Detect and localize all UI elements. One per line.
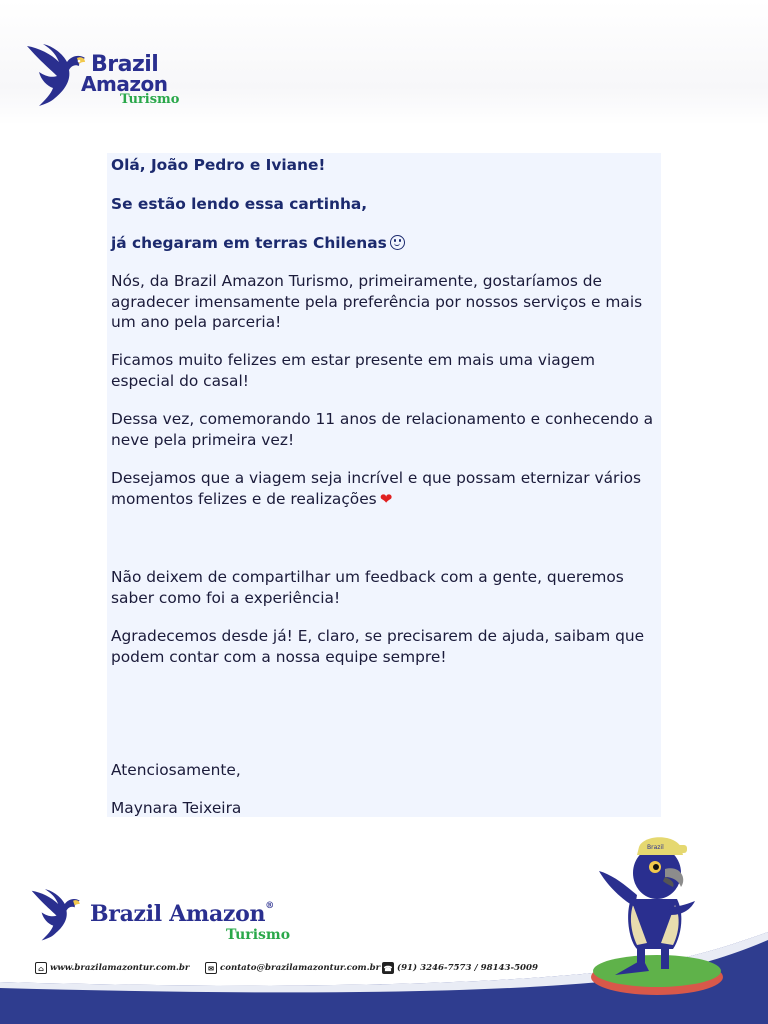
footer-brand-name: [90, 901, 274, 927]
letter-paragraph-4-text: Desejamos que a viagem seja incrível e que possam eternizar vários momentos felizes e de realizações: [111, 469, 642, 508]
letter-paragraph-2: Ficamos muito felizes em estar presente em mais uma viagem especial do casal!: [111, 351, 595, 390]
footer-brand-text: Brazil Amazon: [90, 901, 266, 927]
footer-logo: [30, 885, 330, 945]
email-text: contato@brazilamazontur.com.br: [220, 963, 381, 973]
letter-signature: Maynara Teixeira: [111, 799, 242, 817]
letter-paragraph-1: Nós, da Brazil Amazon Turismo, primeiramente, gostaríamos de agradecer imensamente pela preferência por nossos serviços e mais um ano pela parceria!: [111, 272, 643, 332]
registered-mark: ®: [265, 901, 274, 911]
mascot-cap-text: Brazil: [647, 844, 664, 851]
brand-name-line2: Amazon: [81, 72, 168, 96]
letter-closing: Atenciosamente,: [111, 761, 241, 779]
letter-paragraph-5: Não deixem de compartilhar um feedback com a gente, queremos saber como foi a experiência!: [111, 568, 624, 607]
contact-phone[interactable]: [382, 962, 538, 974]
phone-icon: ☎: [383, 963, 393, 973]
letter-body: [107, 153, 661, 817]
website-text: www.brazilamazontur.com.br: [50, 963, 190, 973]
mail-icon: ✉: [205, 962, 217, 974]
phone-text: (91) 3246-7573 / 98143-5009: [397, 963, 538, 973]
smiley-icon: [390, 235, 405, 250]
letter-line-3: [111, 233, 659, 254]
brand-name-line1: Brazil: [91, 52, 159, 77]
letter-paragraph-3: Dessa vez, comemorando 11 anos de relacionamento e conhecendo a neve pela primeira vez!: [111, 410, 654, 449]
brand-logo: [25, 40, 195, 112]
macaw-logo-icon: [30, 885, 88, 943]
letter-paragraph-6: Agradecemos desde já! E, claro, se precisarem de ajuda, saibam que podem contar com a nossa equipe sempre!: [111, 627, 645, 666]
contact-website[interactable]: [35, 962, 189, 974]
letter-line-2: Se estão lendo essa cartinha,: [111, 195, 368, 213]
brand-tagline: Turismo: [120, 92, 180, 107]
letter-greeting: Olá, João Pedro e Iviane!: [111, 156, 326, 174]
heart-icon: ❤: [379, 489, 393, 508]
macaw-mascot: [585, 825, 745, 1005]
letter-paragraph-4: [111, 468, 659, 509]
contact-email[interactable]: [205, 962, 380, 974]
footer-tagline: Turismo: [226, 927, 291, 943]
letter-line-3-text: já chegaram em terras Chilenas: [111, 234, 387, 252]
home-icon: ⌂: [35, 962, 47, 974]
